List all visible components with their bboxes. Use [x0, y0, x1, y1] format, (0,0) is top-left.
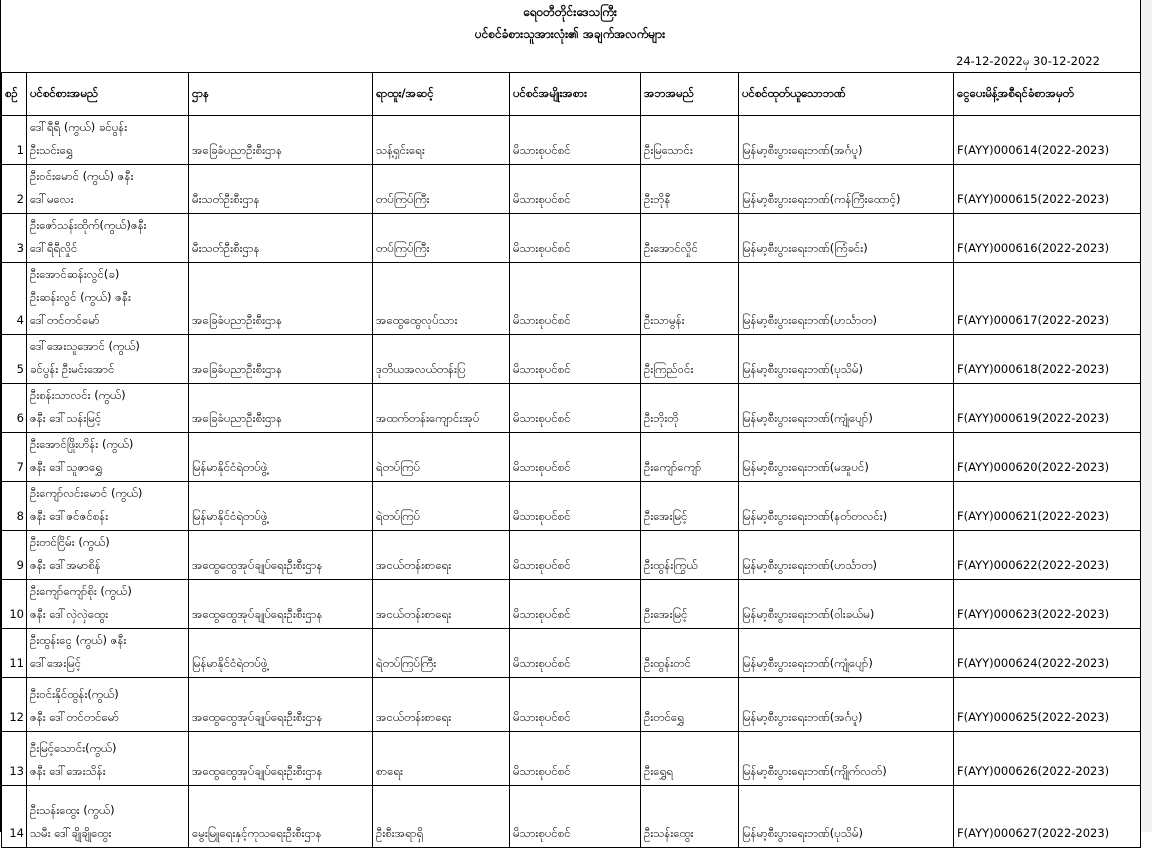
payment-ref-cell: F(AYY)000619(2022-2023) — [954, 384, 1141, 433]
bank-cell: မြန်မာ့စီးပွားရေးဘဏ်(အင်္ဂပူ) — [739, 678, 954, 732]
pensioner-name-line: သမီး ဒေါ်ချိုချိုထွေး — [30, 826, 112, 840]
father-name-cell: ဦးဘိုးတို — [641, 384, 739, 433]
pensioner-name-line: ဦးဇော်သန်းထိုက်(ကွယ်)ဇနီး — [30, 218, 147, 232]
rank-cell: အထက်တန်းကျောင်းအုပ် — [373, 384, 510, 433]
payment-ref-cell: F(AYY)000623(2022-2023) — [954, 580, 1141, 629]
payment-ref-cell: F(AYY)000626(2022-2023) — [954, 732, 1141, 786]
pensioner-name-cell — [27, 580, 189, 629]
col-header-no: စဉ် — [2, 73, 27, 116]
pensioner-name-line: ဒေါ်ရီရီလှိုင် — [30, 241, 78, 255]
pensioner-name-line: ဦးစန်းသာလင်း (ကွယ်) — [30, 388, 126, 402]
payment-ref-cell: F(AYY)000614(2022-2023) — [954, 116, 1141, 165]
department-cell: အခြေခံပညာဦးစီးဌာန — [189, 263, 373, 335]
pension-type-cell: မိသားစုပင်စင် — [510, 786, 641, 848]
table-row — [2, 384, 1141, 433]
payment-ref-cell: F(AYY)000617(2022-2023) — [954, 263, 1141, 335]
payment-ref-cell: F(AYY)000615(2022-2023) — [954, 165, 1141, 214]
rank-cell: အငယ်တန်းစာရေး — [373, 678, 510, 732]
pensioner-name-cell — [27, 214, 189, 263]
pension-type-cell: မိသားစုပင်စင် — [510, 263, 641, 335]
pensioner-name-cell — [27, 165, 189, 214]
pension-type-cell: မိသားစုပင်စင် — [510, 433, 641, 482]
table-row — [2, 786, 1141, 848]
table-row — [2, 116, 1141, 165]
rank-cell: အငယ်တန်းစာရေး — [373, 531, 510, 580]
father-name-cell: ဦးထွန်းတင် — [641, 629, 739, 678]
vertical-scrollbar[interactable] — [1141, 0, 1152, 832]
father-name-cell: ဦးကြည်ဝင်း — [641, 335, 739, 384]
table-row — [2, 580, 1141, 629]
row-number-cell: 7 — [2, 433, 27, 482]
pensioner-name-line: ဒေါ်မလေး — [30, 192, 74, 206]
pensioner-name-line: ဦးအောင်ဆန်းလွင်(ခ) — [30, 267, 120, 281]
father-name-cell: ဦးတင်ရွှေ — [641, 678, 739, 732]
pension-type-cell: မိသားစုပင်စင် — [510, 165, 641, 214]
table-header-row — [2, 73, 1141, 116]
payment-ref-cell: F(AYY)000621(2022-2023) — [954, 482, 1141, 531]
pension-type-cell: မိသားစုပင်စင် — [510, 214, 641, 263]
pensioner-name-cell — [27, 116, 189, 165]
pensioner-name-line: ဇနီး ဒေါ်သန်းမြင့် — [30, 411, 102, 425]
father-name-cell: ဦးရွှေရ — [641, 732, 739, 786]
row-number-cell: 9 — [2, 531, 27, 580]
rank-cell: အငယ်တန်းစာရေး — [373, 580, 510, 629]
col-header-name: ပင်စင်စားအမည် — [27, 73, 189, 116]
bank-cell: မြန်မာ့စီးပွားရေးဘဏ်(ဟင်္သာတ) — [739, 263, 954, 335]
rank-cell: တပ်ကြပ်ကြီး — [373, 165, 510, 214]
pensioner-name-line: ဦးကျော်လင်းမောင် (ကွယ်) — [30, 486, 143, 500]
pensioner-name-cell — [27, 384, 189, 433]
row-number-cell: 6 — [2, 384, 27, 433]
payment-ref-cell: F(AYY)000618(2022-2023) — [954, 335, 1141, 384]
row-number-cell: 10 — [2, 580, 27, 629]
pensioner-name-line: ဦးသင်းရွှေ — [30, 143, 73, 157]
pensioner-name-line: ဦးထွန်းငွေ (ကွယ်) ဇနီး — [30, 633, 127, 647]
col-header-bank: ပင်စင်ထုတ်ယူသောဘဏ် — [739, 73, 954, 116]
pensioner-name-line: ဒေါ်ရီရီ (ကွယ်) ခင်ပွန်း — [30, 120, 128, 134]
rank-cell: တပ်ကြပ်ကြီး — [373, 214, 510, 263]
col-header-father-name: အဘအမည် — [641, 73, 739, 116]
department-cell: အထွေထွေအုပ်ချုပ်ရေးဦးစီးဌာန — [189, 732, 373, 786]
pensioner-name-line: ဒေါ်အေးမြင့် — [30, 656, 82, 670]
table-row — [2, 629, 1141, 678]
row-number-cell: 14 — [2, 786, 27, 848]
pensioner-name-line: ဇနီး ဒေါ်လှဲလှဲထွေး — [30, 607, 109, 621]
father-name-cell: ဦးကျော်ကျော် — [641, 433, 739, 482]
department-cell: အခြေခံပညာဦးစီးဌာန — [189, 384, 373, 433]
pensioner-name-line: ဦးဝင်းနိုင်ထွန်း(ကွယ်) — [30, 687, 119, 701]
pensioner-name-line: ဦးကျော်ကျော်စိုး (ကွယ်) — [30, 584, 132, 598]
col-header-pension-type: ပင်စင်အမျိုးအစား — [510, 73, 641, 116]
department-cell: မြန်မာနိုင်ငံရဲတပ်ဖွဲ့ — [189, 482, 373, 531]
pensioner-name-cell — [27, 531, 189, 580]
father-name-cell: ဦးအေးမြင့် — [641, 482, 739, 531]
date-range: 24-12-2022မှ 30-12-2022 — [956, 54, 1100, 68]
row-number-cell: 1 — [2, 116, 27, 165]
pension-type-cell: မိသားစုပင်စင် — [510, 678, 641, 732]
row-number-cell: 4 — [2, 263, 27, 335]
bank-cell: မြန်မာ့စီးပွားရေးဘဏ်(ပုသိမ်) — [739, 335, 954, 384]
table-row — [2, 482, 1141, 531]
row-number-cell: 11 — [2, 629, 27, 678]
pension-type-cell: မိသားစုပင်စင် — [510, 732, 641, 786]
bank-cell: မြန်မာ့စီးပွားရေးဘဏ်(အင်္ဂပူ) — [739, 116, 954, 165]
table-row — [2, 214, 1141, 263]
pensioner-name-cell — [27, 263, 189, 335]
pensioner-table — [1, 72, 1141, 848]
row-number-cell: 3 — [2, 214, 27, 263]
table-row — [2, 531, 1141, 580]
pensioner-name-cell — [27, 482, 189, 531]
department-cell: အထွေထွေအုပ်ချုပ်ရေးဦးစီးဌာန — [189, 580, 373, 629]
department-cell: မြန်မာနိုင်ငံရဲတပ်ဖွဲ့ — [189, 629, 373, 678]
rank-cell: ရဲတပ်ကြပ် — [373, 433, 510, 482]
pension-type-cell: မိသားစုပင်စင် — [510, 580, 641, 629]
rank-cell: ဦးစီးအရာရှိ — [373, 786, 510, 848]
bank-cell: မြန်မာ့စီးပွားရေးဘဏ်(ဟင်္သာတ) — [739, 531, 954, 580]
father-name-cell: ဦးမြသောင်း — [641, 116, 739, 165]
department-cell: မီးသတ်ဦးစီးဌာန — [189, 165, 373, 214]
department-cell: မြန်မာနိုင်ငံရဲတပ်ဖွဲ့ — [189, 433, 373, 482]
payment-ref-cell: F(AYY)000616(2022-2023) — [954, 214, 1141, 263]
father-name-cell: ဦးသန်းထွေး — [641, 786, 739, 848]
row-number-cell: 13 — [2, 732, 27, 786]
pensioner-name-line: ဦးအောင်ဖြိုးဟိန်း (ကွယ်) — [30, 437, 134, 451]
pensioner-name-cell — [27, 732, 189, 786]
bank-cell: မြန်မာ့စီးပွားရေးဘဏ်(ဝါးခယ်မ) — [739, 580, 954, 629]
rank-cell: ဒုတိယအလယ်တန်းပြ — [373, 335, 510, 384]
payment-ref-cell: F(AYY)000627(2022-2023) — [954, 786, 1141, 848]
row-number-cell: 5 — [2, 335, 27, 384]
pensioner-name-cell — [27, 433, 189, 482]
pensioner-name-line: ဦးသန်းထွေး (ကွယ်) — [30, 803, 115, 817]
pensioner-name-cell — [27, 335, 189, 384]
col-header-rank: ရာထူး/အဆင့် — [373, 73, 510, 116]
father-name-cell: ဦးဘိုနီ — [641, 165, 739, 214]
rank-cell: အထွေထွေလုပ်သား — [373, 263, 510, 335]
department-cell: အခြေခံပညာဦးစီးဌာန — [189, 335, 373, 384]
father-name-cell: ဦးအောင်လှိုင် — [641, 214, 739, 263]
pensioner-name-line: ဒေါ်တင်တင်မော် — [30, 313, 100, 327]
rank-cell: ရဲတပ်ကြပ် — [373, 482, 510, 531]
table-row — [2, 263, 1141, 335]
pensioner-name-line: ဦးဆန်းလွင် (ကွယ်) ဇနီး — [30, 290, 131, 304]
pensioner-name-line: ဇနီး ဒေါ်အမာစိန် — [30, 558, 101, 572]
bank-cell: မြန်မာ့စီးပွားရေးဘဏ်(ကြံခင်း) — [739, 214, 954, 263]
document-title: ရေဝတီတိုင်းဒေသကြီး — [523, 5, 617, 19]
table-row — [2, 165, 1141, 214]
pension-type-cell: မိသားစုပင်စင် — [510, 384, 641, 433]
pensioner-name-line: ဦးဝင်းမောင် (ကွယ်) ဇနီး — [30, 169, 134, 183]
payment-ref-cell: F(AYY)000620(2022-2023) — [954, 433, 1141, 482]
pensioner-name-line: ဇနီး ဒေါ်တင်တင်မော် — [30, 710, 120, 724]
row-number-cell: 12 — [2, 678, 27, 732]
department-cell: အထွေထွေအုပ်ချုပ်ရေးဦးစီးဌာန — [189, 678, 373, 732]
pension-type-cell: မိသားစုပင်စင် — [510, 116, 641, 165]
pensioner-name-line: ဇနီး ဒေါ်သူဇာရွှေ — [30, 460, 103, 474]
pension-type-cell: မိသားစုပင်စင် — [510, 482, 641, 531]
table-row — [2, 678, 1141, 732]
table-body — [2, 116, 1141, 848]
table-row — [2, 433, 1141, 482]
father-name-cell: ဦးထွန်းကြွယ် — [641, 531, 739, 580]
row-number-cell: 2 — [2, 165, 27, 214]
row-number-cell: 8 — [2, 482, 27, 531]
payment-ref-cell: F(AYY)000622(2022-2023) — [954, 531, 1141, 580]
table-row — [2, 732, 1141, 786]
pensioner-name-line: ဦးမြင့်သောင်း(ကွယ်) — [30, 741, 117, 755]
pensioner-name-line: ခင်ပွန်း ဦးမင်းအောင် — [30, 362, 115, 376]
payment-ref-cell: F(AYY)000624(2022-2023) — [954, 629, 1141, 678]
father-name-cell: ဦးအေးမြင့် — [641, 580, 739, 629]
pensioner-name-cell — [27, 678, 189, 732]
table-row — [2, 335, 1141, 384]
father-name-cell: ဦးသာမွန်း — [641, 263, 739, 335]
bank-cell: မြန်မာ့စီးပွားရေးဘဏ်(ကျိုက်လတ်) — [739, 732, 954, 786]
department-cell: အခြေခံပညာဦးစီးဌာန — [189, 116, 373, 165]
payment-ref-cell: F(AYY)000625(2022-2023) — [954, 678, 1141, 732]
pension-type-cell: မိသားစုပင်စင် — [510, 531, 641, 580]
col-header-payment-ref: ငွေပေးမိန့်အစီရင်ခံစာအမှတ် — [954, 73, 1141, 116]
pension-type-cell: မိသားစုပင်စင် — [510, 629, 641, 678]
document-subtitle: ပင်စင်ခံစားသူအားလုံး၏ အချက်အလက်များ — [474, 27, 666, 41]
pensioner-name-line: ဇနီး ဒေါ်ဇင်ဇင်စန်း — [30, 509, 109, 523]
rank-cell: သန့်ရှင်းရေး — [373, 116, 510, 165]
rank-cell: စာရေး — [373, 732, 510, 786]
rank-cell: ရဲတပ်ကြပ်ကြီး — [373, 629, 510, 678]
bank-cell: မြန်မာ့စီးပွားရေးဘဏ်(မအူပင်) — [739, 433, 954, 482]
department-cell: အထွေထွေအုပ်ချုပ်ရေးဦးစီးဌာန — [189, 531, 373, 580]
pensioner-name-line: ဇနီး ဒေါ်အေးသိန်း — [30, 764, 106, 778]
bank-cell: မြန်မာ့စီးပွားရေးဘဏ်(ကျုံပျော်) — [739, 629, 954, 678]
pensioner-name-cell — [27, 629, 189, 678]
col-header-department: ဌာန — [189, 73, 373, 116]
pensioner-name-line: ဦးတင်ငြိမ်း (ကွယ်) — [30, 535, 110, 549]
bank-cell: မြန်မာ့စီးပွားရေးဘဏ်(ကန်ကြီးထောင့်) — [739, 165, 954, 214]
department-cell: မွေးမြူရေးနှင့်ကုသရေးဦးစီးဌာန — [189, 786, 373, 848]
pension-type-cell: မိသားစုပင်စင် — [510, 335, 641, 384]
pensioner-name-cell — [27, 786, 189, 848]
department-cell: မီးသတ်ဦးစီးဌာန — [189, 214, 373, 263]
bank-cell: မြန်မာ့စီးပွားရေးဘဏ်(နတ်တလင်း) — [739, 482, 954, 531]
bank-cell: မြန်မာ့စီးပွားရေးဘဏ်(ကျုံပျော်) — [739, 384, 954, 433]
pensioner-name-line: ဒေါ်အေးသူအောင် (ကွယ်) — [30, 339, 140, 353]
bank-cell: မြန်မာ့စီးပွားရေးဘဏ်(ပုသိမ်) — [739, 786, 954, 848]
